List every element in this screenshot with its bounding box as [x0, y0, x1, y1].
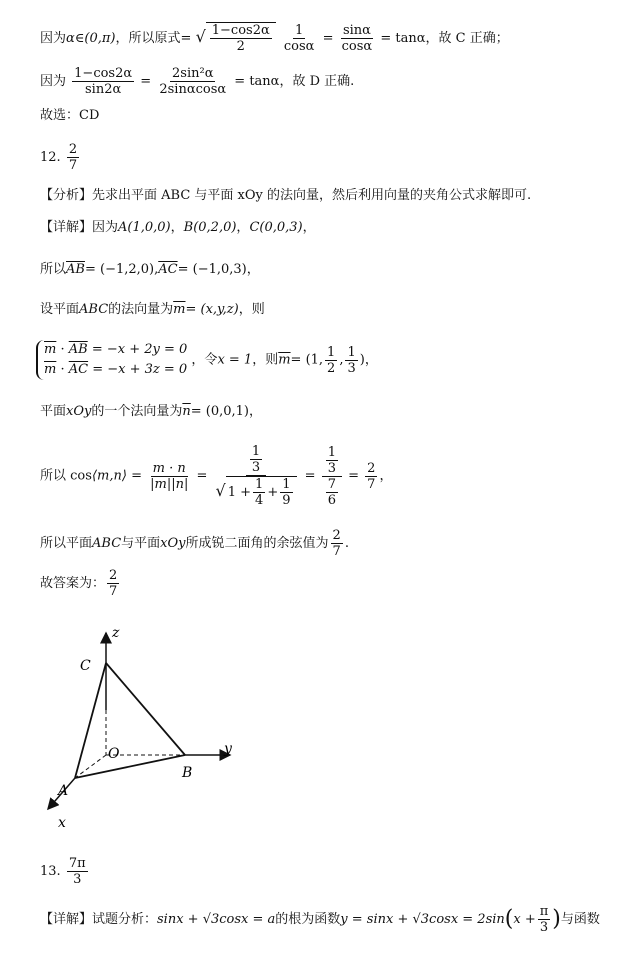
vectors-line: 所以$\overline{AB}= (-1,2,0),\overline{AC}= (-1,0,3)$， [40, 262, 260, 277]
answer-fraction: $\frac{2}{7}$ [109, 568, 118, 599]
equals: = [322, 31, 334, 46]
ratio-fraction: $\frac{\frac{1}{3}}{\frac{7}{6}}$ [322, 445, 342, 508]
cos-label: cos [70, 468, 92, 484]
vector-m-value: = (x,y,z) [185, 302, 239, 317]
fraction: $\frac{\sin\alpha}{\cos\alpha}$ [341, 23, 373, 54]
normal-vector-line: 设平面ABC的法向量为$\overline{m}= (x,y,z)$，则 [40, 302, 265, 317]
cosine-line: 所以 cos⟨m,n⟩ = $\frac{m \cdot n}{|m||n|}$ = $\frac{1}{3}$ √ 1 + $\frac{1}{4}$ + $\frac{1}{9}$ = $\frac{\frac{1}{3}}{\frac{7}{6}}$ = $\frac{2}{7}$ ， [40, 444, 393, 508]
answer-fraction: $\frac{7\pi}{3}$ [68, 856, 86, 887]
fraction: $\frac{1}{\cos\alpha}$ [283, 23, 315, 54]
vector-ab-value: = (−1,2,0), [84, 262, 159, 277]
condition: α∈(0,π) [66, 31, 116, 46]
label-x: x [58, 815, 66, 831]
xoy-normal-line: 平面xOy的一个法向量为$\overline{n}= (0,0,1)$， [40, 404, 263, 419]
question-number: 12. [40, 150, 61, 165]
point-c: C(0,0,3) [249, 220, 303, 235]
result: = tanα [234, 74, 280, 89]
vector-ac-value: = (−1,0,3) [177, 262, 247, 277]
detail-points: 【详解】因为A(1,0,0)，B(0,2,0)，C(0,0,3)， [40, 220, 316, 235]
label-b: B [182, 765, 193, 781]
sqrt-den: 2 [236, 39, 245, 54]
text: 因为 [40, 74, 67, 89]
dot-fraction: $\frac{m \cdot n}{|m||n|}$ [150, 460, 189, 492]
text: 【详解】因为 [40, 220, 119, 235]
answer-fraction: $\frac{2}{7}$ [68, 142, 78, 173]
text: ，故 C 正确； [425, 31, 509, 46]
plane-name: xOy [66, 404, 92, 419]
label-y: y [224, 741, 232, 757]
text: ，所以原式= [115, 31, 192, 46]
result-fraction: $\frac{2}{7}$ [367, 460, 376, 492]
question-13-header [40, 856, 90, 887]
point-b: B(0,2,0) [183, 220, 237, 235]
vector-ab: $\overline{AB}$ [66, 262, 85, 277]
fraction: $\frac{1-\cos 2\alpha}{\sin 2\alpha}$ [74, 66, 133, 97]
vector-m: $\overline{m}$ [173, 302, 186, 317]
function: y = sinx + √3cosx = 2sin [340, 912, 505, 927]
vector-ac: $\overline{AC}$ [158, 262, 178, 277]
cosine-big-fraction: $\frac{1}{3}$ √ 1 + $\frac{1}{4}$ + $\frac{1}{9}$ [214, 444, 299, 508]
plane-name: ABC [79, 302, 109, 317]
label-a: A [58, 783, 69, 799]
answer-line: 故答案为： $\frac{2}{7}$ [40, 568, 118, 599]
label-c: C [80, 658, 91, 674]
text: ，故 D 正确. [279, 74, 355, 89]
analysis-line: 【分析】先求出平面 ABC 与平面 xOy 的法向量，然后利用向量的夹角公式求解即可. [40, 188, 532, 203]
sqrt-num: 1−cos2α [211, 23, 270, 38]
line-tan-c [40, 22, 509, 54]
let-x: x = 1 [217, 352, 253, 368]
detail-13-line: 【详解】试题分析：sinx + √3cosx = a的根为函数y = sinx + √3cosx = 2sin(x + $\frac{\pi}{3}$ )与函数 [40, 904, 600, 935]
conclusion-line: 所以平面ABC与平面xOy所成锐二面角的余弦值为 $\frac{2}{7}$ . [40, 528, 349, 559]
equals: = [140, 74, 152, 89]
vector-n-value: = (0,0,1) [190, 404, 249, 419]
edge-cb [106, 663, 185, 755]
coordinate-figure [30, 615, 270, 835]
equation-system: $\overline{m} \cdot \overline{AB} = -x + 2y = 0$ $\overline{m} \cdot \overline{AC} = -x + 3z = 0$ [36, 340, 187, 380]
edge-ca [75, 663, 106, 778]
equation: sinx + √3cosx = a [157, 912, 276, 927]
vector-n: $\overline{n}$ [182, 404, 191, 419]
point-a: A(1,0,0) [118, 220, 171, 235]
result: = tanα [380, 31, 426, 46]
label-o: O [108, 746, 120, 762]
equation-system-line: $\overline{m} \cdot \overline{AB} = -x + 2y = 0$ $\overline{m} \cdot \overline{AC} = -x + 3z = 0$ ，令x = 1，则$\overline{m}= (1$, $\frac{1}{2}$ , $\frac{1}{3}$ )， [36, 340, 378, 380]
line-tan-d [40, 66, 354, 97]
label-z: z [112, 625, 120, 641]
choice-line: 故选：CD [40, 108, 100, 123]
question-number: 13. [40, 864, 61, 879]
text: 因为 [40, 31, 67, 46]
angle-pair: ⟨m,n⟩ [91, 468, 127, 484]
question-12-header [40, 142, 81, 173]
sqrt-expression: √ $\frac{1-\cos 2\alpha}{2}$ [196, 31, 276, 46]
edge-ab [75, 755, 185, 778]
fraction: $\frac{\text{2sin²α}}{2\sin\alpha\cos\alpha}$ [159, 66, 227, 97]
